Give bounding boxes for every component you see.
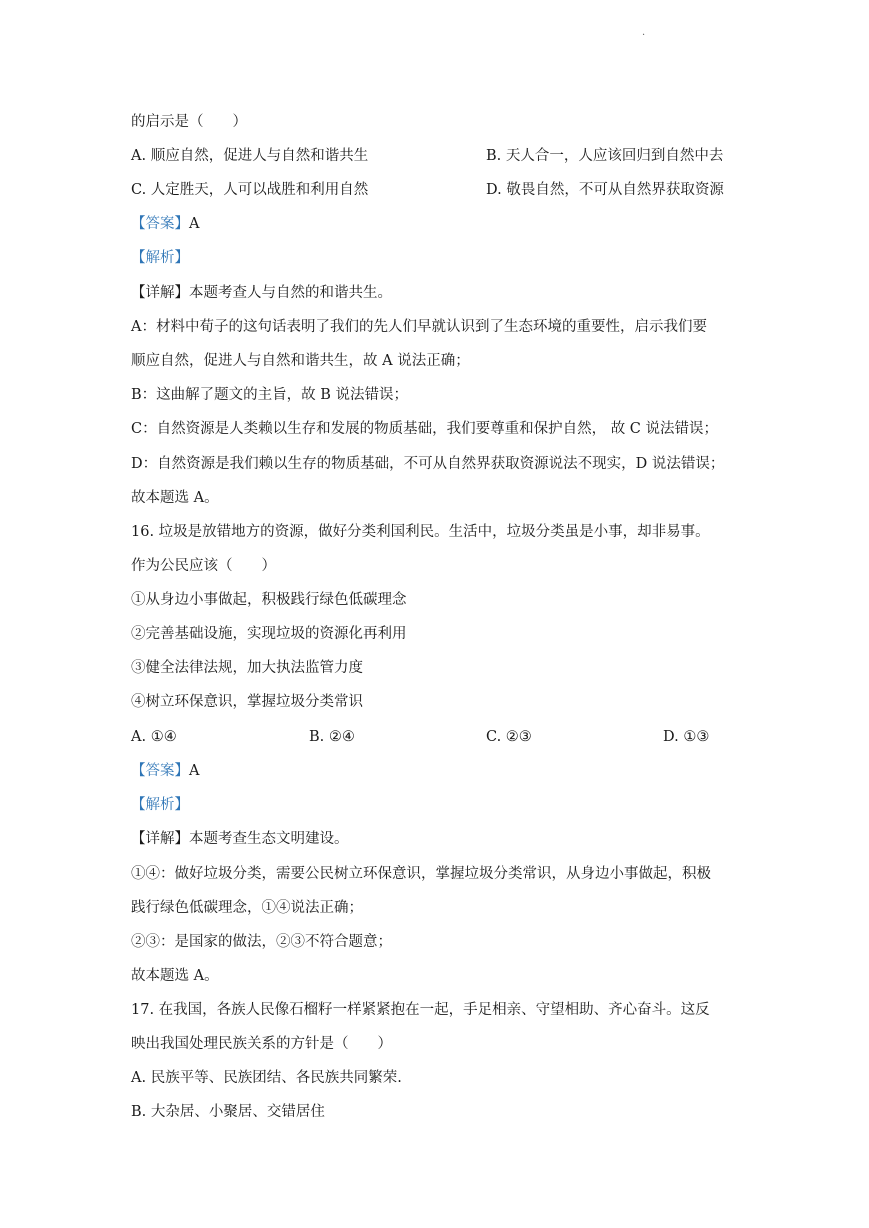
q16-analysis-tag: 【解析】 <box>131 797 189 813</box>
detail-text: 本题考查生态文明建设。 <box>189 831 349 847</box>
q16-item: ④树立环保意识，掌握垃圾分类常识 <box>131 694 363 710</box>
q16-answer <box>131 761 199 781</box>
q16-explain-line: ②③：是国家的做法，②③不符合题意； <box>131 934 392 950</box>
q15-explain-line: 顺应自然，促进人与自然和谐共生，故 A 说法正确； <box>131 353 470 369</box>
q16-item: ②完善基础设施，实现垃圾的资源化再利用 <box>131 626 407 642</box>
answer-tag: 【答案】 <box>131 216 189 232</box>
header-mark: · <box>642 30 646 41</box>
q15-detail <box>131 283 392 303</box>
q16-option-b: B. ②④ <box>309 729 355 745</box>
q16-option-c: C. ②③ <box>486 729 532 745</box>
q16-option-a: A. ①④ <box>131 729 177 745</box>
q15-option-d: D. 敬畏自然，不可从自然界获取资源 <box>486 182 724 198</box>
q15-explain-line: D：自然资源是我们赖以生存的物质基础，不可从自然界获取资源说法不现实，D 说法错误； <box>131 456 725 472</box>
q16-explain-line: 践行绿色低碳理念，①④说法正确； <box>131 900 363 916</box>
q16-stem-line: 16. 垃圾是放错地方的资源，做好分类利国利民。生活中，垃圾分类虽是小事，却非易事。 <box>131 524 710 540</box>
q17-option-b: B. 大杂居、小聚居、交错居住 <box>131 1104 325 1120</box>
q15-stem-end: 的启示是（ ） <box>131 114 247 130</box>
q16-stem-line: 作为公民应该（ ） <box>131 558 276 574</box>
q17-stem-line: 17. 在我国，各族人民像石榴籽一样紧紧抱在一起，手足相亲、守望相助、齐心奋斗。这反 <box>131 1002 710 1018</box>
answer-tag: 【答案】 <box>131 763 189 779</box>
q17-stem-line: 映出我国处理民族关系的方针是（ ） <box>131 1036 392 1052</box>
answer-value: A <box>189 216 200 232</box>
answer-value: A <box>189 763 200 779</box>
detail-tag: 【详解】 <box>131 285 189 301</box>
q15-answer <box>131 214 199 234</box>
q16-item: ③健全法律法规，加大执法监管力度 <box>131 660 363 676</box>
q15-explain-line: B：这曲解了题文的主旨，故 B 说法错误； <box>131 387 409 403</box>
q16-item: ①从身边小事做起，积极践行绿色低碳理念 <box>131 592 407 608</box>
q15-explain-line: 故本题选 A。 <box>131 490 219 506</box>
q15-option-c: C. 人定胜天，人可以战胜和利用自然 <box>131 182 369 198</box>
q16-explain-line: 故本题选 A。 <box>131 968 219 984</box>
q16-explain-line: ①④：做好垃圾分类，需要公民树立环保意识，掌握垃圾分类常识，从身边小事做起，积极 <box>131 866 711 882</box>
detail-tag: 【详解】 <box>131 831 189 847</box>
q15-option-b: B. 天人合一，人应该回归到自然中去 <box>486 148 724 164</box>
q15-option-a: A. 顺应自然，促进人与自然和谐共生 <box>131 148 369 164</box>
q15-explain-line: A：材料中荀子的这句话表明了我们的先人们早就认识到了生态环境的重要性，启示我们要 <box>131 319 707 335</box>
q16-detail <box>131 829 349 849</box>
q15-analysis-tag: 【解析】 <box>131 250 189 266</box>
q17-option-a: A. 民族平等、民族团结、各民族共同繁荣. <box>131 1070 402 1086</box>
q16-option-d: D. ①③ <box>663 729 710 745</box>
detail-text: 本题考查人与自然的和谐共生。 <box>189 285 392 301</box>
q15-explain-line: C：自然资源是人类赖以生存和发展的物质基础，我们要尊重和保护自然， 故 C 说法错误； <box>131 421 719 437</box>
